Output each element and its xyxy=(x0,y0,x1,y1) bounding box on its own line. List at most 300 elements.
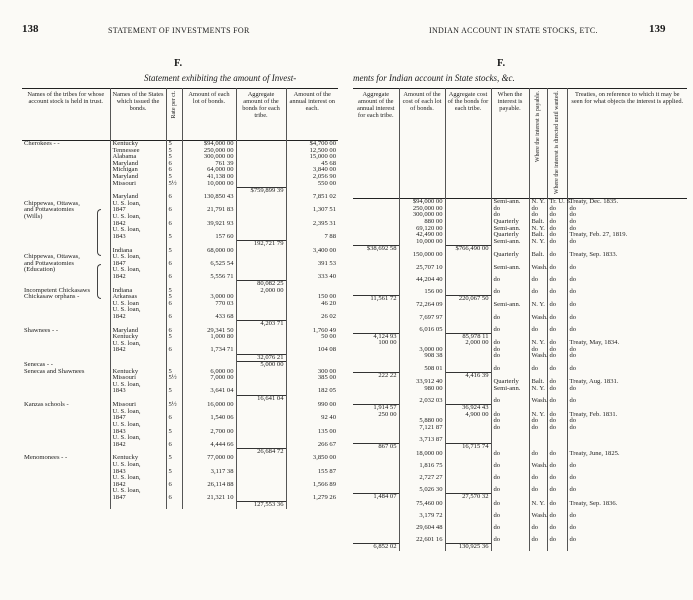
table-cell: Senecas and Shawnees xyxy=(24,367,85,375)
col-header: Aggregate cost of the bonds for each tribe. xyxy=(445,89,491,199)
table-row xyxy=(353,386,687,393)
table-cell: 250 00 xyxy=(378,410,397,418)
table-cell: 6 xyxy=(166,161,182,168)
table-cell: 6 xyxy=(166,495,182,502)
table-row xyxy=(353,513,687,520)
table-cell xyxy=(445,418,491,425)
table-row xyxy=(22,469,338,476)
table-cell: 156 00 xyxy=(399,289,445,296)
running-header-left: STATEMENT OF INVESTMENTS FOR xyxy=(108,26,250,35)
table-cell xyxy=(399,333,445,340)
table-cell: 3,117 38 xyxy=(182,469,236,476)
table-cell: Maryland xyxy=(110,174,166,181)
table-cell: 1842 xyxy=(110,221,166,228)
table-cell: 385 00 xyxy=(286,375,338,382)
table-cell: U. S. loan, xyxy=(110,201,166,208)
table-cell: 150,000 00 xyxy=(399,252,445,259)
table-cell: 25,707 10 xyxy=(399,265,445,272)
table-cell: 4,124 93 xyxy=(353,333,399,340)
table-row xyxy=(353,537,687,544)
col-header-rotated: Where the interest is directed until wanted. xyxy=(553,91,560,195)
table-cell: 1,566 89 xyxy=(286,482,338,489)
table-row xyxy=(353,340,687,347)
table-cell: Kentucky xyxy=(110,141,166,148)
table-cell xyxy=(353,451,399,458)
table-row xyxy=(22,354,338,362)
table-cell xyxy=(236,455,286,462)
page-number-right: 139 xyxy=(649,23,666,35)
table-cell: do xyxy=(547,252,567,259)
table-cell xyxy=(353,277,399,284)
table-cell: 300 00 xyxy=(286,369,338,376)
table-cell: 46 20 xyxy=(286,301,338,308)
table-cell: $766,490 00 xyxy=(445,245,491,252)
table-row xyxy=(22,341,338,348)
table-row xyxy=(353,206,687,213)
table-cell: do xyxy=(491,212,529,219)
table-cell: 4,203 71 xyxy=(236,321,286,328)
brace xyxy=(97,264,101,299)
table-cell: 6,525 54 xyxy=(182,261,236,268)
table-row xyxy=(353,212,687,219)
table-cell xyxy=(445,451,491,458)
table-cell: do xyxy=(529,475,547,482)
table-cell: 5 xyxy=(166,388,182,395)
table-cell xyxy=(491,543,529,550)
table-cell: 220,067 50 xyxy=(445,295,491,302)
table-cell xyxy=(236,429,286,436)
table-row xyxy=(22,307,338,314)
table-cell: 3,641 04 xyxy=(182,388,236,395)
table-cell: Treaty, May, 1834. xyxy=(567,340,687,347)
table-cell: Chickasaw orphans - xyxy=(24,293,80,301)
table-cell: N. Y. xyxy=(529,302,547,309)
table-row xyxy=(353,366,687,373)
table-cell: Arkansas xyxy=(110,294,166,301)
table-cell xyxy=(22,422,110,429)
table-cell xyxy=(445,353,491,360)
table-cell: 867 05 xyxy=(353,444,399,451)
table-cell xyxy=(353,347,399,354)
table-cell: do xyxy=(491,277,529,284)
table-cell: do xyxy=(547,219,567,226)
table-cell xyxy=(445,232,491,239)
table-cell: 222 22 xyxy=(353,372,399,379)
table-cell: 130,850 43 xyxy=(182,194,236,201)
table-cell: do xyxy=(567,398,687,405)
table-cell xyxy=(182,280,236,287)
table-cell xyxy=(236,415,286,422)
table-cell: do xyxy=(567,366,687,373)
table-cell xyxy=(353,379,399,386)
table-cell: Balt. xyxy=(529,219,547,226)
table-cell xyxy=(236,469,286,476)
table-cell: 300,000 00 xyxy=(399,212,445,219)
table-row xyxy=(22,488,338,495)
table-cell: do xyxy=(547,487,567,494)
table-cell: 42,490 00 xyxy=(399,232,445,239)
table-cell xyxy=(353,501,399,508)
table-cell xyxy=(22,469,110,476)
col-header xyxy=(547,89,567,199)
table-cell: Quarterly xyxy=(491,232,529,239)
table-cell xyxy=(236,267,286,274)
table-cell: U. S. loan, xyxy=(110,267,166,274)
table-cell: do xyxy=(547,347,567,354)
table-cell: U. S. loan, xyxy=(110,409,166,416)
table-cell: do xyxy=(529,212,547,219)
table-cell: do xyxy=(567,212,687,219)
table-cell: 29,604 48 xyxy=(399,525,445,532)
table-cell: Michigan xyxy=(110,167,166,174)
table-cell: Quarterly xyxy=(491,219,529,226)
table-cell: do xyxy=(547,265,567,272)
table-cell: 5 xyxy=(166,154,182,161)
table-cell xyxy=(236,248,286,255)
table-row xyxy=(353,372,687,379)
table-cell: 6,016 05 xyxy=(399,327,445,334)
table-row xyxy=(22,161,338,168)
table-cell xyxy=(22,347,110,354)
table-row xyxy=(22,448,338,455)
col-header: When the interest is payable. xyxy=(491,89,529,199)
table-cell: $94,000 00 xyxy=(182,141,236,148)
table-cell: N. Y. xyxy=(529,501,547,508)
table-cell xyxy=(236,294,286,301)
table-cell: do xyxy=(547,340,567,347)
table-cell: 44,204 40 xyxy=(399,277,445,284)
table-cell: do xyxy=(491,418,529,425)
table-row xyxy=(22,347,338,354)
table-cell xyxy=(236,328,286,335)
table-cell: 6,000 00 xyxy=(182,369,236,376)
table-cell xyxy=(22,388,110,395)
table-row xyxy=(22,240,338,247)
table-row xyxy=(22,148,338,155)
brace xyxy=(97,209,101,256)
table-cell: do xyxy=(491,412,529,419)
table-cell: Kanzas schools - xyxy=(24,401,69,409)
table-cell: do xyxy=(491,353,529,360)
col-header: Aggregate amount of the annual interest for each tribe. xyxy=(357,91,395,120)
table-cell xyxy=(353,206,399,213)
right-page xyxy=(347,0,693,600)
table-cell: do xyxy=(547,418,567,425)
table-cell: 5 xyxy=(166,429,182,436)
table-cell xyxy=(236,207,286,214)
table-row xyxy=(353,444,687,451)
table-cell xyxy=(236,369,286,376)
table-cell xyxy=(236,161,286,168)
table-cell: do xyxy=(567,206,687,213)
table-cell: do xyxy=(491,463,529,470)
table-cell: 3,850 00 xyxy=(286,455,338,462)
table-cell: do xyxy=(491,525,529,532)
table-cell xyxy=(22,375,110,382)
table-cell xyxy=(22,462,110,469)
table-cell: do xyxy=(529,418,547,425)
table-cell: do xyxy=(529,327,547,334)
table-row xyxy=(22,234,338,241)
table-cell xyxy=(567,543,687,550)
table-row xyxy=(22,261,338,268)
table-cell: N. Y. xyxy=(529,239,547,246)
col-header xyxy=(166,89,182,141)
table-cell: do xyxy=(547,425,567,432)
table-cell: 130,925 36 xyxy=(445,543,491,550)
table-cell xyxy=(22,475,110,482)
table-cell: U. S. loan, xyxy=(110,382,166,389)
table-cell: 1843 xyxy=(110,429,166,436)
table-cell: Chippewas, Ottawas, xyxy=(24,253,80,261)
table-cell: Semi-ann. xyxy=(491,239,529,246)
table-cell: 880 00 xyxy=(399,219,445,226)
col-header: Aggregate amount of the bonds for each tribe. xyxy=(236,89,286,141)
table-row xyxy=(353,398,687,405)
table-row xyxy=(353,333,687,340)
table-cell: 7 88 xyxy=(286,234,338,241)
table-cell: 5 xyxy=(166,455,182,462)
table-cell xyxy=(445,386,491,393)
table-cell: do xyxy=(567,226,687,233)
table-cell: do xyxy=(491,513,529,520)
table-cell: 11,561 72 xyxy=(353,295,399,302)
table-cell: Wash. xyxy=(529,513,547,520)
table-row xyxy=(22,181,338,188)
table-cell: 266 67 xyxy=(286,442,338,449)
caption-right: ments for Indian account in State stocks, &c. xyxy=(353,73,515,83)
table-cell xyxy=(236,154,286,161)
table-cell: Tr. U. S. xyxy=(547,199,567,206)
table-cell: do xyxy=(567,418,687,425)
table-cell xyxy=(166,502,182,509)
table-row xyxy=(22,482,338,489)
table-cell xyxy=(236,475,286,482)
table-row xyxy=(22,207,338,214)
table-cell: U. S. loan, xyxy=(110,254,166,261)
table-cell: do xyxy=(529,366,547,373)
table-cell: 33,912 40 xyxy=(399,379,445,386)
table-cell: 3,000 00 xyxy=(399,347,445,354)
table-cell xyxy=(353,232,399,239)
table-cell: 7,851 02 xyxy=(286,194,338,201)
table-cell: do xyxy=(491,289,529,296)
table-cell: 1847 xyxy=(110,415,166,422)
table-cell: 1,914 57 xyxy=(353,405,399,412)
table-cell xyxy=(353,226,399,233)
section-letter-left: F. xyxy=(174,58,183,69)
table-cell xyxy=(445,425,491,432)
table-cell: Quarterly xyxy=(491,379,529,386)
table-cell: do xyxy=(547,302,567,309)
table-cell: 4,444 66 xyxy=(182,442,236,449)
table-cell xyxy=(353,513,399,520)
table-cell: 5,026 30 xyxy=(399,487,445,494)
table-cell: 41,138 00 xyxy=(182,174,236,181)
table-cell: do xyxy=(567,327,687,334)
table-cell xyxy=(353,475,399,482)
table-cell: Treaty, Dec. 1835. xyxy=(567,199,687,206)
table-cell: 5,880 00 xyxy=(399,418,445,425)
table-cell: 6 xyxy=(166,314,182,321)
caption-left: Statement exhibiting the amount of Invest- xyxy=(144,73,297,83)
table-row xyxy=(22,314,338,321)
table-cell: 6 xyxy=(166,194,182,201)
table-cell: 45 68 xyxy=(286,161,338,168)
table-cell: do xyxy=(567,315,687,322)
table-cell: 1,734 71 xyxy=(182,347,236,354)
table-cell: 1,816 75 xyxy=(399,463,445,470)
table-cell: and Pottawatomies xyxy=(24,206,74,214)
table-cell xyxy=(353,199,399,206)
table-row xyxy=(353,379,687,386)
table-cell: do xyxy=(529,277,547,284)
table-row xyxy=(353,252,687,259)
table-row xyxy=(353,501,687,508)
table-cell: Treaty, June, 1825. xyxy=(567,451,687,458)
table-cell: $759,899 39 xyxy=(236,187,286,194)
table-cell: do xyxy=(567,475,687,482)
table-cell: 6 xyxy=(166,301,182,308)
table-cell: 2,395 31 xyxy=(286,221,338,228)
table-cell: 4,900 00 xyxy=(445,412,491,419)
table-cell: do xyxy=(547,412,567,419)
table-cell: 2,727 27 xyxy=(399,475,445,482)
table-row xyxy=(353,245,687,252)
table-cell: Kentucky xyxy=(110,334,166,341)
table-cell: 3,179 72 xyxy=(399,513,445,520)
table-cell xyxy=(445,265,491,272)
table-row xyxy=(22,455,338,462)
table-row xyxy=(22,388,338,395)
table-cell: 36,924 43 xyxy=(445,405,491,412)
table-cell: do xyxy=(547,525,567,532)
table-cell: do xyxy=(547,379,567,386)
table-cell: Treaty, Feb. 1831. xyxy=(567,412,687,419)
table-cell xyxy=(445,501,491,508)
table-cell: 5,556 71 xyxy=(182,274,236,281)
table-cell: 6 xyxy=(166,167,182,174)
table-cell: do xyxy=(547,398,567,405)
table-row xyxy=(22,375,338,382)
table-cell xyxy=(445,315,491,322)
table-cell xyxy=(22,382,110,389)
table-cell xyxy=(236,141,286,148)
table-cell: do xyxy=(547,212,567,219)
table-cell xyxy=(399,405,445,412)
table-cell: Missouri xyxy=(110,181,166,188)
table-cell: Tennessee xyxy=(110,148,166,155)
table-cell: Wash. xyxy=(529,398,547,405)
table-cell: do xyxy=(567,425,687,432)
table-cell xyxy=(236,194,286,201)
table-row xyxy=(22,301,338,308)
table-cell xyxy=(236,214,286,221)
table-row xyxy=(22,422,338,429)
table-cell: 21,321 10 xyxy=(182,495,236,502)
table-cell xyxy=(236,375,286,382)
table-cell: N. Y. xyxy=(529,226,547,233)
table-cell: 22,601 16 xyxy=(399,537,445,544)
table-cell xyxy=(22,442,110,449)
table-cell: do xyxy=(491,501,529,508)
table-cell: do xyxy=(529,289,547,296)
table-cell: do xyxy=(547,206,567,213)
table-cell xyxy=(445,525,491,532)
col-header: Treaties, on reference to which it may be seen for what objects the interest is applied. xyxy=(567,89,687,199)
table-cell: do xyxy=(529,487,547,494)
table-cell: 16,000 00 xyxy=(182,402,236,409)
table-cell xyxy=(166,354,182,362)
table-cell xyxy=(445,252,491,259)
table-cell xyxy=(236,462,286,469)
col-header: Amount of the annual interest on each. xyxy=(286,89,338,141)
table-cell: 5 xyxy=(166,234,182,241)
table-row xyxy=(22,402,338,409)
table-cell xyxy=(22,307,110,314)
table-row xyxy=(22,294,338,301)
table-cell xyxy=(22,174,110,181)
table-row xyxy=(22,495,338,502)
table-cell: Menomonees - - xyxy=(24,454,68,462)
table-cell: do xyxy=(491,327,529,334)
table-cell: 908 38 xyxy=(399,353,445,360)
table-cell: Incompetent Chickasaws xyxy=(24,286,91,294)
table-cell xyxy=(22,409,110,416)
table-cell: do xyxy=(567,513,687,520)
table-cell: 26 02 xyxy=(286,314,338,321)
table-cell: do xyxy=(567,487,687,494)
table-cell: 135 00 xyxy=(286,429,338,436)
table-cell: U. S. loan, xyxy=(110,214,166,221)
table-cell: 250,000 00 xyxy=(182,148,236,155)
table-cell xyxy=(236,227,286,234)
table-cell: 2,000 00 xyxy=(236,288,286,295)
table-cell: Semi-ann. xyxy=(491,226,529,233)
table-cell xyxy=(529,543,547,550)
table-cell: do xyxy=(567,353,687,360)
left-page xyxy=(0,0,346,600)
table-row xyxy=(22,409,338,416)
table-cell: do xyxy=(567,537,687,544)
investment-table-right xyxy=(353,88,687,551)
table-cell: 433 68 xyxy=(182,314,236,321)
table-cell: Missouri xyxy=(110,402,166,409)
table-cell xyxy=(445,206,491,213)
table-cell: do xyxy=(529,525,547,532)
table-cell xyxy=(567,437,687,444)
table-cell: Quarterly xyxy=(491,252,529,259)
table-cell: do xyxy=(567,525,687,532)
table-cell: Wash. xyxy=(529,463,547,470)
table-row xyxy=(22,274,338,281)
table-cell: Treaty, Aug. 1831. xyxy=(567,379,687,386)
table-row xyxy=(22,141,338,148)
table-cell: 100 00 xyxy=(378,339,397,347)
table-cell: 6,852 02 xyxy=(353,543,399,550)
table-cell: 6 xyxy=(166,274,182,281)
table-cell: 104 08 xyxy=(286,347,338,354)
table-cell: 1842 xyxy=(110,442,166,449)
table-cell: 5 xyxy=(166,334,182,341)
table-cell: do xyxy=(547,353,567,360)
table-cell: do xyxy=(547,501,567,508)
table-cell: 5 xyxy=(166,288,182,295)
table-cell: 980 00 xyxy=(399,386,445,393)
table-cell: N. Y. xyxy=(529,340,547,347)
table-cell: do xyxy=(491,398,529,405)
table-cell xyxy=(286,502,338,509)
